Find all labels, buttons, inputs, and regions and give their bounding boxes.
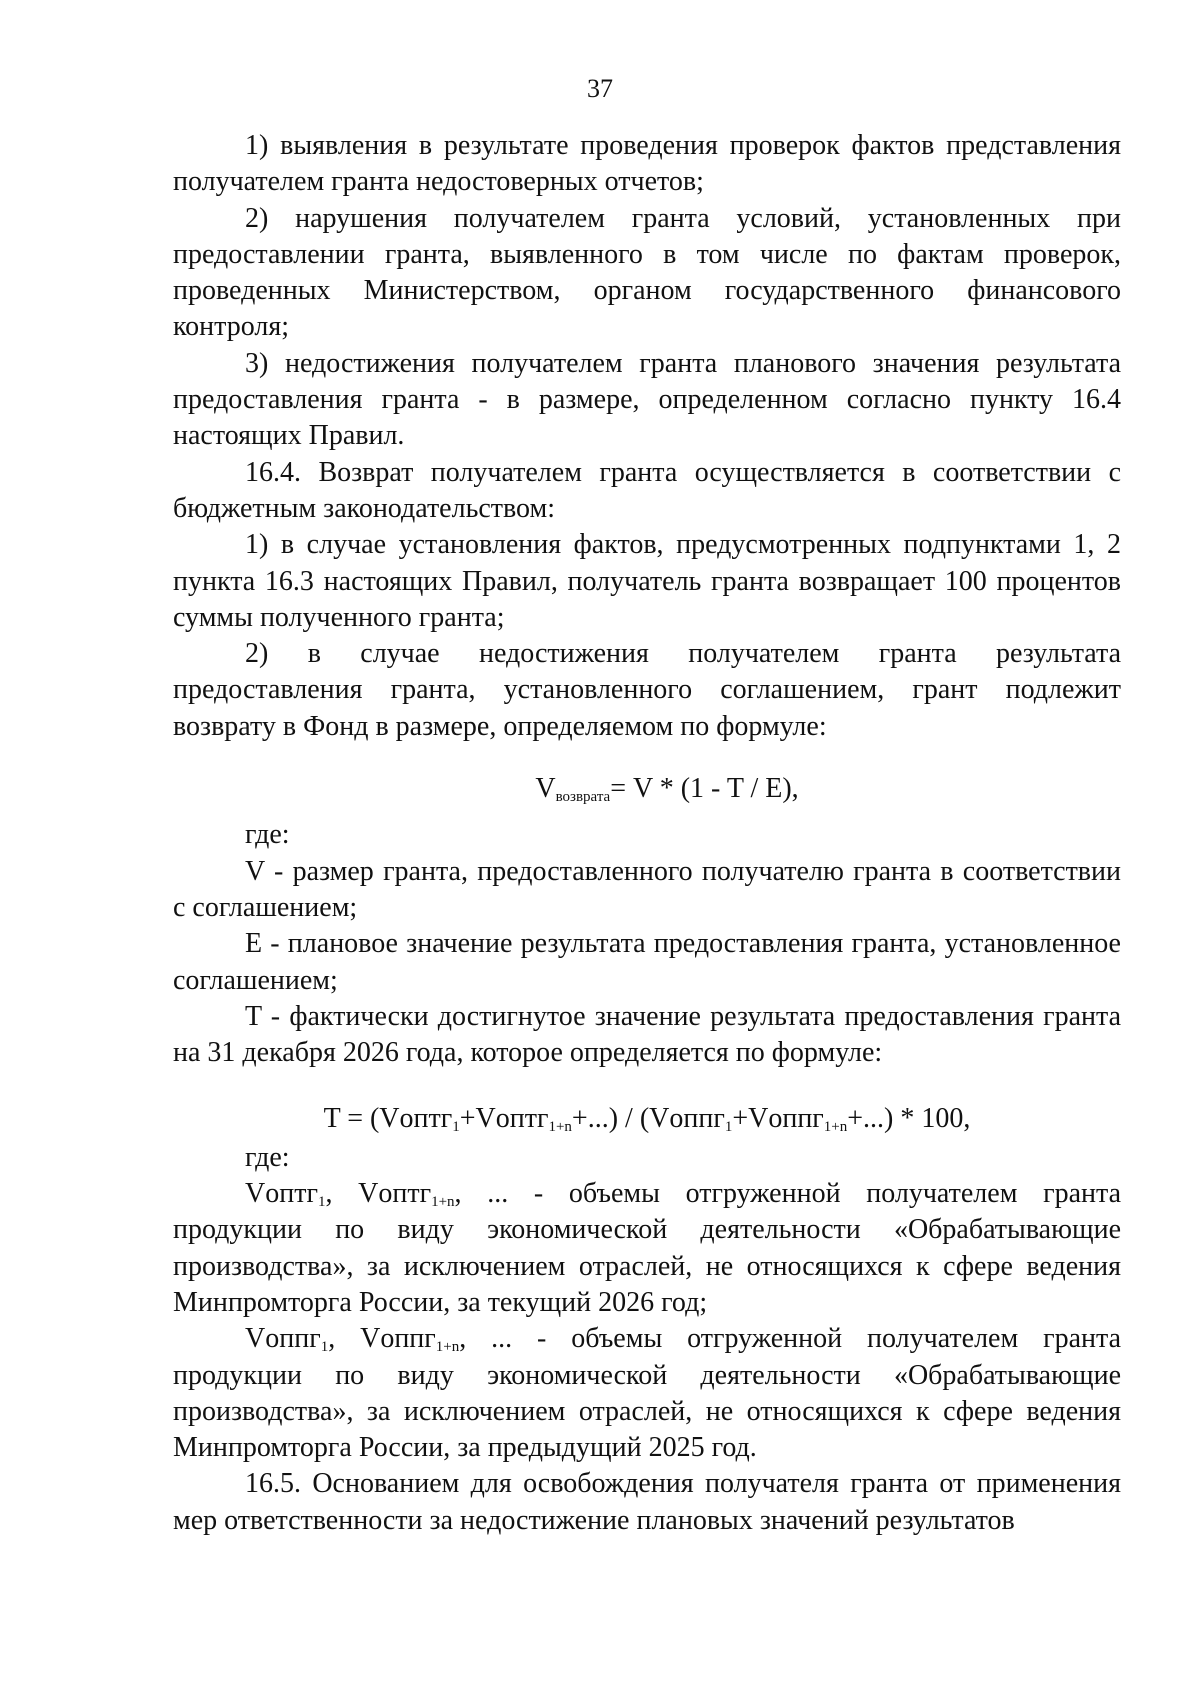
- definition-v: V - размер гранта, предоставленного получателю гранта в соответствии с соглашением;: [173, 855, 1121, 923]
- definition-voppg: [173, 1321, 1121, 1466]
- formula-v: V: [535, 773, 556, 805]
- paragraph-16-5: 16.5. Основанием для освобождения получателя гранта от применения мер ответственности за недостижение плановых значений результатов: [173, 1468, 1121, 1536]
- paragraph-item-3: 3) недостижения получателем гранта планового значения результата предоставления гранта - в размере, определенном согласно пункту 16.4 настоящих Правил.: [173, 347, 1121, 452]
- formula-t-part: T = (Vоптг: [323, 1103, 453, 1135]
- term-subscript: 1+n: [435, 1339, 460, 1356]
- formula-v-subscript: возврата: [555, 789, 611, 806]
- formula-t-subscript: 1: [724, 1119, 733, 1136]
- formula-t-part: +...) * 100,: [847, 1103, 971, 1135]
- paragraph-16-4: 16.4. Возврат получателем гранта осуществляется в соответствии с бюджетным законодательством:: [173, 456, 1121, 524]
- formula-t-part: +Vоптг: [459, 1103, 549, 1135]
- definition-text: , ... - объемы отгруженной получателем гранта продукции по виду экономической деятельности «Обрабатывающие производства», за исключением отраслей, не относящихся к сфере ведения Минпромторга России, за предыдущий 2025 год.: [173, 1323, 1122, 1464]
- definition-voptg: [173, 1176, 1121, 1321]
- definition-text: , ... - объемы отгруженной получателем гранта продукции по виду экономической деятельности «Обрабатывающие производства», за исключением отраслей, не относящихся к сфере ведения Минпромторга России, за текущий 2026 год;: [173, 1178, 1121, 1318]
- term-voppg: Vоппг: [245, 1323, 321, 1355]
- definition-e: E - плановое значение результата предоставления гранта, установленное соглашением;: [173, 928, 1121, 996]
- term-subscript: 1+n: [431, 1194, 455, 1211]
- formula-t-part: +...) / (Vоппг: [571, 1103, 725, 1135]
- term-separator: ,: [325, 1178, 359, 1210]
- term-subscript: 1: [320, 1339, 329, 1356]
- document-body: [173, 128, 1121, 1539]
- formula-t: [173, 1071, 1121, 1139]
- formula-t-part: +Vоппг: [732, 1103, 824, 1135]
- term-voptg: Vоптг: [245, 1178, 318, 1210]
- formula-return-amount: [173, 745, 1121, 817]
- formula-t-subscript: 1+n: [823, 1119, 848, 1136]
- where-label-2: где:: [245, 1141, 290, 1173]
- page-number: 37: [587, 74, 613, 103]
- where-label-1: где:: [245, 819, 290, 851]
- formula-rest: = V * (1 - T / E),: [610, 773, 799, 805]
- term-voptg-n: Vоптг: [358, 1178, 432, 1210]
- paragraph-16-4-item-1: 1) в случае установления фактов, предусмотренных подпунктами 1, 2 пункта 16.3 настоящих Правил, получатель гранта возвращает 100 процентов суммы полученного гранта;: [173, 529, 1121, 633]
- term-voppg-n: Vоппг: [360, 1323, 436, 1355]
- term-subscript: 1: [317, 1194, 326, 1211]
- formula-t-subscript: 1+n: [548, 1119, 572, 1136]
- paragraph-16-4-item-2: 2) в случае недостижения получателем гранта результата предоставления гранта, установленного соглашением, грант подлежит возврату в Фонд в размере, определяемом по формуле:: [173, 638, 1121, 742]
- paragraph-item-1: 1) выявления в результате проведения проверок фактов представления получателем гранта недостоверных отчетов;: [173, 130, 1121, 198]
- term-separator: ,: [328, 1323, 361, 1355]
- definition-t: T - фактически достигнутое значение результата предоставления гранта на 31 декабря 2026 года, которое определяется по формуле:: [173, 1000, 1121, 1069]
- formula-t-subscript: 1: [452, 1119, 460, 1136]
- paragraph-item-2: 2) нарушения получателем гранта условий, установленных при предоставлении гранта, выявленного в том числе по фактам проверок, проведенных Министерством, органом государственного финансового контроля;: [173, 202, 1121, 343]
